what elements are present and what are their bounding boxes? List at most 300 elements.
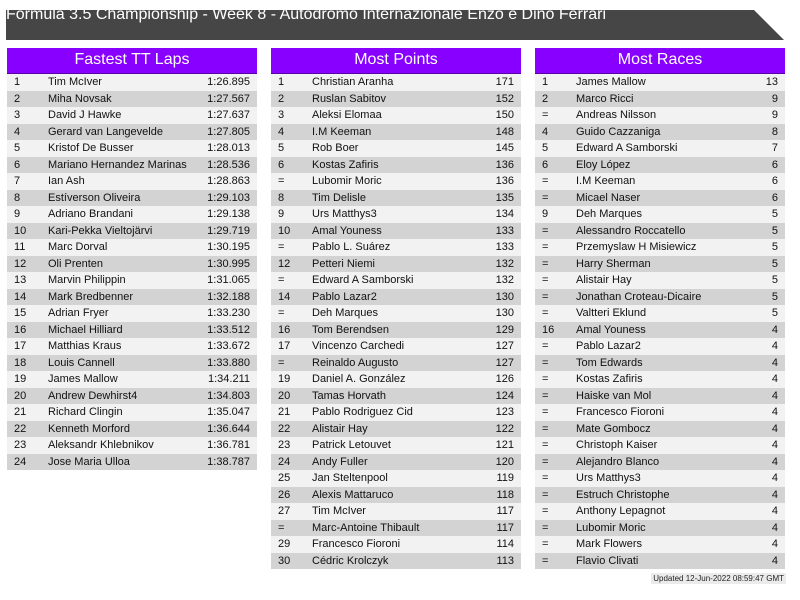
row-driver-name: Petteri Niemi bbox=[312, 257, 375, 270]
row-driver-name: Edward A Samborski bbox=[576, 142, 678, 154]
table-row bbox=[7, 173, 257, 190]
row-driver-name: Louis Cannell bbox=[48, 356, 115, 369]
row-driver-name: Amal Youness bbox=[576, 323, 646, 336]
row-value: 1:27.637 bbox=[207, 109, 250, 121]
table-row bbox=[535, 437, 785, 454]
row-value: 150 bbox=[495, 109, 514, 121]
row-value: 1:30.995 bbox=[207, 257, 250, 270]
row-value: 1:27.567 bbox=[207, 92, 250, 105]
table-row bbox=[271, 305, 521, 322]
table-row bbox=[271, 289, 521, 306]
table-row bbox=[271, 371, 521, 388]
row-value: 4 bbox=[771, 488, 778, 501]
table-row bbox=[7, 190, 257, 207]
row-position: 27 bbox=[278, 505, 291, 517]
row-driver-name: James Mallow bbox=[48, 373, 118, 385]
row-driver-name: Micael Naser bbox=[576, 191, 641, 204]
row-position: = bbox=[542, 538, 549, 550]
row-driver-name: Lubomir Moric bbox=[312, 175, 382, 187]
row-driver-name: Eloy López bbox=[576, 158, 631, 171]
table-row bbox=[535, 140, 785, 157]
row-value: 124 bbox=[495, 389, 514, 402]
table-row bbox=[271, 322, 521, 339]
row-value: 4 bbox=[771, 340, 778, 352]
table-row bbox=[535, 190, 785, 207]
row-position: = bbox=[542, 224, 549, 237]
row-position: 12 bbox=[278, 257, 291, 270]
row-position: = bbox=[542, 389, 549, 402]
row-value: 1:28.013 bbox=[207, 142, 250, 154]
row-value: 113 bbox=[496, 554, 514, 567]
table-row bbox=[7, 239, 257, 256]
row-value: 132 bbox=[495, 274, 514, 286]
row-driver-name: Harry Sherman bbox=[576, 257, 651, 270]
row-value: 114 bbox=[496, 538, 514, 550]
table-row bbox=[7, 272, 257, 289]
row-value: 4 bbox=[771, 373, 778, 385]
table-row bbox=[7, 388, 257, 405]
panel-fastest-tt-laps bbox=[7, 48, 257, 470]
row-driver-name: Anthony Lepagnot bbox=[576, 505, 666, 517]
row-driver-name: Marc-Antoine Thibault bbox=[312, 521, 420, 534]
row-driver-name: Marvin Philippin bbox=[48, 274, 126, 286]
row-position: = bbox=[278, 307, 285, 319]
row-driver-name: Mate Gombocz bbox=[576, 422, 651, 435]
row-driver-name: Oli Prenten bbox=[48, 257, 104, 270]
row-driver-name: Flavio Clivati bbox=[576, 554, 639, 567]
row-value: 13 bbox=[765, 76, 778, 88]
row-driver-name: I.M Keeman bbox=[576, 175, 636, 187]
row-driver-name: Pablo Lazar2 bbox=[312, 290, 377, 303]
table-row bbox=[7, 371, 257, 388]
row-value: 1:33.880 bbox=[207, 356, 250, 369]
row-position: 23 bbox=[14, 439, 27, 451]
row-position: = bbox=[542, 521, 549, 534]
row-value: 4 bbox=[771, 422, 778, 435]
row-value: 8 bbox=[771, 125, 778, 138]
table-row bbox=[271, 157, 521, 174]
row-position: 12 bbox=[14, 257, 27, 270]
row-driver-name: Daniel A. González bbox=[312, 373, 406, 385]
row-position: 14 bbox=[14, 290, 27, 303]
row-position: = bbox=[542, 488, 549, 501]
row-position: = bbox=[542, 257, 549, 270]
table-row bbox=[271, 239, 521, 256]
row-position: 14 bbox=[278, 290, 291, 303]
row-driver-name: Tamas Horvath bbox=[312, 389, 386, 402]
row-position: 21 bbox=[14, 406, 27, 418]
table-row bbox=[535, 536, 785, 553]
panel-header: Most Points bbox=[271, 48, 521, 74]
row-value: 121 bbox=[495, 439, 514, 451]
row-position: 2 bbox=[278, 92, 285, 105]
table-row bbox=[271, 223, 521, 240]
table-row bbox=[535, 239, 785, 256]
row-value: 6 bbox=[771, 158, 778, 171]
table-row bbox=[271, 421, 521, 438]
row-driver-name: James Mallow bbox=[576, 76, 646, 88]
row-position: 5 bbox=[14, 142, 21, 154]
row-driver-name: Amal Youness bbox=[312, 224, 382, 237]
row-driver-name: Edward A Samborski bbox=[312, 274, 414, 286]
row-position: = bbox=[542, 109, 549, 121]
row-driver-name: Christoph Kaiser bbox=[576, 439, 658, 451]
row-position: 17 bbox=[14, 340, 27, 352]
row-position: 6 bbox=[14, 158, 21, 171]
row-position: = bbox=[542, 175, 549, 187]
row-driver-name: Vincenzo Carchedi bbox=[312, 340, 405, 352]
row-value: 129 bbox=[495, 323, 514, 336]
row-position: = bbox=[278, 521, 285, 534]
row-value: 4 bbox=[771, 472, 778, 484]
row-driver-name: Tom Edwards bbox=[576, 356, 643, 369]
row-value: 4 bbox=[771, 323, 778, 336]
row-value: 171 bbox=[495, 76, 514, 88]
row-value: 1:36.644 bbox=[207, 422, 250, 435]
row-driver-name: David J Hawke bbox=[48, 109, 122, 121]
row-driver-name: Patrick Letouvet bbox=[312, 439, 391, 451]
table-row bbox=[271, 190, 521, 207]
row-position: = bbox=[542, 554, 549, 567]
row-value: 122 bbox=[495, 422, 514, 435]
row-value: 119 bbox=[496, 472, 514, 484]
table-row bbox=[7, 256, 257, 273]
table-row bbox=[271, 272, 521, 289]
fastest-tt-laps-list bbox=[7, 74, 257, 470]
table-row bbox=[271, 437, 521, 454]
row-value: 6 bbox=[771, 175, 778, 187]
row-value: 1:33.512 bbox=[207, 323, 250, 336]
row-value: 133 bbox=[495, 241, 514, 253]
table-row bbox=[271, 74, 521, 91]
row-driver-name: Tim McIver bbox=[48, 76, 102, 88]
row-position: = bbox=[278, 175, 285, 187]
row-value: 136 bbox=[495, 158, 514, 171]
row-position: 3 bbox=[14, 109, 21, 121]
row-driver-name: Miha Novsak bbox=[48, 92, 112, 105]
row-value: 5 bbox=[771, 257, 778, 270]
row-position: 11 bbox=[14, 241, 26, 253]
table-row bbox=[271, 536, 521, 553]
table-row bbox=[271, 388, 521, 405]
row-position: 20 bbox=[14, 389, 27, 402]
table-row bbox=[271, 91, 521, 108]
row-position: 6 bbox=[278, 158, 285, 171]
row-position: 8 bbox=[278, 191, 285, 204]
row-driver-name: Jonathan Croteau-Dicaire bbox=[576, 290, 702, 303]
table-row bbox=[7, 140, 257, 157]
row-position: 4 bbox=[542, 125, 549, 138]
row-value: 135 bbox=[495, 191, 514, 204]
row-value: 4 bbox=[771, 455, 778, 468]
row-value: 136 bbox=[495, 175, 514, 187]
row-position: 3 bbox=[278, 109, 285, 121]
row-value: 4 bbox=[771, 389, 778, 402]
row-position: = bbox=[542, 274, 549, 286]
row-driver-name: Kostas Zafiris bbox=[312, 158, 379, 171]
row-value: 152 bbox=[495, 92, 514, 105]
row-value: 117 bbox=[496, 505, 514, 517]
table-row bbox=[535, 223, 785, 240]
row-driver-name: Francesco Fioroni bbox=[312, 538, 401, 550]
table-row bbox=[535, 157, 785, 174]
row-position: = bbox=[542, 373, 549, 385]
table-row bbox=[271, 206, 521, 223]
table-row bbox=[535, 124, 785, 141]
table-row bbox=[271, 553, 521, 570]
table-row bbox=[271, 173, 521, 190]
table-row bbox=[271, 487, 521, 504]
row-value: 1:26.895 bbox=[207, 76, 250, 88]
row-value: 130 bbox=[495, 290, 514, 303]
table-row bbox=[535, 487, 785, 504]
table-row bbox=[535, 74, 785, 91]
row-driver-name: Alistair Hay bbox=[576, 274, 632, 286]
row-position: 19 bbox=[14, 373, 27, 385]
table-row bbox=[7, 206, 257, 223]
row-position: 10 bbox=[14, 224, 27, 237]
row-driver-name: Aleksi Elomaa bbox=[312, 109, 382, 121]
table-row bbox=[7, 124, 257, 141]
table-row bbox=[271, 124, 521, 141]
row-driver-name: Mark Flowers bbox=[576, 538, 643, 550]
row-position: 17 bbox=[278, 340, 291, 352]
table-row bbox=[535, 322, 785, 339]
row-value: 4 bbox=[771, 356, 778, 369]
table-row bbox=[7, 91, 257, 108]
row-driver-name: Aleksandr Khlebnikov bbox=[48, 439, 154, 451]
table-row bbox=[271, 520, 521, 537]
row-value: 1:27.805 bbox=[207, 125, 250, 138]
table-row bbox=[271, 355, 521, 372]
row-driver-name: Ruslan Sabitov bbox=[312, 92, 386, 105]
row-position: 2 bbox=[14, 92, 21, 105]
row-value: 1:38.787 bbox=[207, 455, 250, 468]
row-driver-name: Haiske van Mol bbox=[576, 389, 652, 402]
row-driver-name: Gerard van Langevelde bbox=[48, 125, 163, 138]
row-driver-name: Valtteri Eklund bbox=[576, 307, 647, 319]
table-row bbox=[271, 503, 521, 520]
updated-timestamp: Updated 12-Jun-2022 08:59:47 GMT bbox=[653, 574, 784, 583]
row-position: = bbox=[542, 422, 549, 435]
row-position: 22 bbox=[14, 422, 27, 435]
row-position: = bbox=[542, 406, 549, 418]
row-driver-name: Cédric Krolczyk bbox=[312, 554, 389, 567]
table-row bbox=[535, 91, 785, 108]
table-row bbox=[7, 305, 257, 322]
row-value: 1:29.103 bbox=[207, 191, 250, 204]
row-value: 123 bbox=[495, 406, 514, 418]
row-driver-name: Andreas Nilsson bbox=[576, 109, 657, 121]
row-position: 24 bbox=[14, 455, 27, 468]
row-position: 16 bbox=[542, 323, 555, 336]
table-row bbox=[7, 223, 257, 240]
row-driver-name: Marco Ricci bbox=[576, 92, 634, 105]
table-row bbox=[535, 454, 785, 471]
row-driver-name: Tim McIver bbox=[312, 505, 366, 517]
row-value: 1:34.211 bbox=[207, 373, 250, 385]
row-position: 9 bbox=[278, 208, 285, 220]
row-value: 1:34.803 bbox=[207, 389, 250, 402]
row-position: = bbox=[542, 472, 549, 484]
table-row bbox=[535, 388, 785, 405]
table-row bbox=[7, 404, 257, 421]
table-row bbox=[535, 355, 785, 372]
row-value: 4 bbox=[771, 439, 778, 451]
row-driver-name: Alessandro Roccatello bbox=[576, 224, 686, 237]
table-row bbox=[535, 173, 785, 190]
row-driver-name: Kenneth Morford bbox=[48, 422, 130, 435]
row-value: 1:28.863 bbox=[207, 175, 250, 187]
most-points-list bbox=[271, 74, 521, 569]
table-row bbox=[535, 256, 785, 273]
row-driver-name: Michael Hilliard bbox=[48, 323, 123, 336]
table-row bbox=[7, 157, 257, 174]
table-row bbox=[271, 107, 521, 124]
row-value: 127 bbox=[495, 356, 514, 369]
row-driver-name: Deh Marques bbox=[312, 307, 379, 319]
row-position: 7 bbox=[14, 175, 21, 187]
row-position: 29 bbox=[278, 538, 291, 550]
table-row bbox=[535, 107, 785, 124]
table-row bbox=[535, 520, 785, 537]
table-row bbox=[535, 421, 785, 438]
row-value: 126 bbox=[495, 373, 514, 385]
table-row bbox=[7, 355, 257, 372]
row-driver-name: Deh Marques bbox=[576, 208, 643, 220]
row-position: 4 bbox=[278, 125, 285, 138]
row-value: 1:33.672 bbox=[207, 340, 250, 352]
row-driver-name: Estíverson Oliveira bbox=[48, 191, 141, 204]
table-row bbox=[7, 107, 257, 124]
row-position: 20 bbox=[278, 389, 291, 402]
row-position: 23 bbox=[278, 439, 291, 451]
row-driver-name: Ian Ash bbox=[48, 175, 85, 187]
row-position: 15 bbox=[14, 307, 27, 319]
row-value: 1:32.188 bbox=[207, 290, 250, 303]
table-row bbox=[7, 421, 257, 438]
panel-most-races bbox=[535, 48, 785, 569]
row-position: 18 bbox=[14, 356, 27, 369]
table-row bbox=[271, 454, 521, 471]
page-title: Formula 3.5 Championship - Week 8 - Autodromo Internazionale Enzo e Dino Ferrari bbox=[6, 6, 606, 23]
row-position: 2 bbox=[542, 92, 549, 105]
row-value: 5 bbox=[771, 307, 778, 319]
row-driver-name: Christian Aranha bbox=[312, 76, 394, 88]
row-value: 5 bbox=[771, 208, 778, 220]
table-row bbox=[535, 272, 785, 289]
row-value: 120 bbox=[495, 455, 514, 468]
row-value: 132 bbox=[495, 257, 514, 270]
row-value: 9 bbox=[771, 109, 778, 121]
row-position: 9 bbox=[542, 208, 549, 220]
row-value: 4 bbox=[771, 406, 778, 418]
row-driver-name: Richard Clingin bbox=[48, 406, 123, 418]
row-position: 24 bbox=[278, 455, 291, 468]
row-driver-name: Jan Steltenpool bbox=[312, 472, 388, 484]
row-value: 5 bbox=[771, 241, 778, 253]
row-position: = bbox=[542, 307, 549, 319]
row-value: 1:29.138 bbox=[207, 208, 250, 220]
row-driver-name: Rob Boer bbox=[312, 142, 359, 154]
row-position: 1 bbox=[542, 76, 549, 88]
row-driver-name: Estruch Christophe bbox=[576, 488, 670, 501]
row-position: 5 bbox=[542, 142, 549, 154]
row-position: 4 bbox=[14, 125, 21, 138]
row-driver-name: Pablo Rodriguez Cid bbox=[312, 406, 413, 418]
table-row bbox=[535, 553, 785, 570]
row-driver-name: Mark Bredbenner bbox=[48, 290, 133, 303]
row-value: 5 bbox=[771, 290, 778, 303]
row-driver-name: Kostas Zafiris bbox=[576, 373, 643, 385]
table-row bbox=[535, 371, 785, 388]
row-driver-name: Adriano Brandani bbox=[48, 208, 134, 220]
table-row bbox=[271, 140, 521, 157]
row-position: = bbox=[278, 274, 285, 286]
row-driver-name: Reinaldo Augusto bbox=[312, 356, 399, 369]
row-value: 1:35.047 bbox=[207, 406, 250, 418]
table-row bbox=[271, 404, 521, 421]
row-driver-name: Alistair Hay bbox=[312, 422, 368, 435]
row-position: 10 bbox=[278, 224, 291, 237]
row-value: 117 bbox=[496, 521, 514, 534]
row-driver-name: Kristof De Busser bbox=[48, 142, 134, 154]
row-position: 9 bbox=[14, 208, 21, 220]
row-driver-name: Mariano Hernandez Marinas bbox=[48, 158, 187, 171]
table-row bbox=[271, 256, 521, 273]
panel-header: Most Races bbox=[535, 48, 785, 74]
row-value: 5 bbox=[771, 224, 778, 237]
row-value: 118 bbox=[496, 488, 514, 501]
row-driver-name: Adrian Fryer bbox=[48, 307, 109, 319]
row-position: 5 bbox=[278, 142, 285, 154]
row-driver-name: Alexis Mattaruco bbox=[312, 488, 394, 501]
row-driver-name: Andy Fuller bbox=[312, 455, 368, 468]
row-driver-name: Lubomir Moric bbox=[576, 521, 646, 534]
row-driver-name: Guido Cazzaniga bbox=[576, 125, 661, 138]
row-value: 145 bbox=[495, 142, 514, 154]
table-row bbox=[535, 470, 785, 487]
table-row bbox=[7, 74, 257, 91]
row-value: 127 bbox=[495, 340, 514, 352]
row-driver-name: Pablo L. Suárez bbox=[312, 241, 391, 253]
table-row bbox=[535, 338, 785, 355]
row-position: = bbox=[542, 439, 549, 451]
row-driver-name: Urs Matthys3 bbox=[576, 472, 641, 484]
row-position: 1 bbox=[14, 76, 21, 88]
row-position: = bbox=[278, 356, 285, 369]
row-position: 26 bbox=[278, 488, 291, 501]
row-value: 5 bbox=[771, 274, 778, 286]
row-position: 22 bbox=[278, 422, 291, 435]
row-value: 4 bbox=[771, 538, 778, 550]
row-driver-name: Tim Delisle bbox=[312, 191, 366, 204]
row-value: 1:28.536 bbox=[207, 158, 250, 171]
row-value: 148 bbox=[495, 125, 514, 138]
panel-header: Fastest TT Laps bbox=[7, 48, 257, 74]
row-position: 30 bbox=[278, 554, 291, 567]
row-position: = bbox=[542, 505, 549, 517]
row-driver-name: Kari-Pekka Vieltojärvi bbox=[48, 224, 153, 237]
table-row bbox=[7, 338, 257, 355]
row-driver-name: Alejandro Blanco bbox=[576, 455, 660, 468]
row-position: 25 bbox=[278, 472, 291, 484]
row-driver-name: Tom Berendsen bbox=[312, 323, 390, 336]
table-row bbox=[7, 322, 257, 339]
row-driver-name: Przemyslaw H Misiewicz bbox=[576, 241, 697, 253]
most-races-list bbox=[535, 74, 785, 569]
row-value: 1:29.719 bbox=[207, 224, 250, 237]
